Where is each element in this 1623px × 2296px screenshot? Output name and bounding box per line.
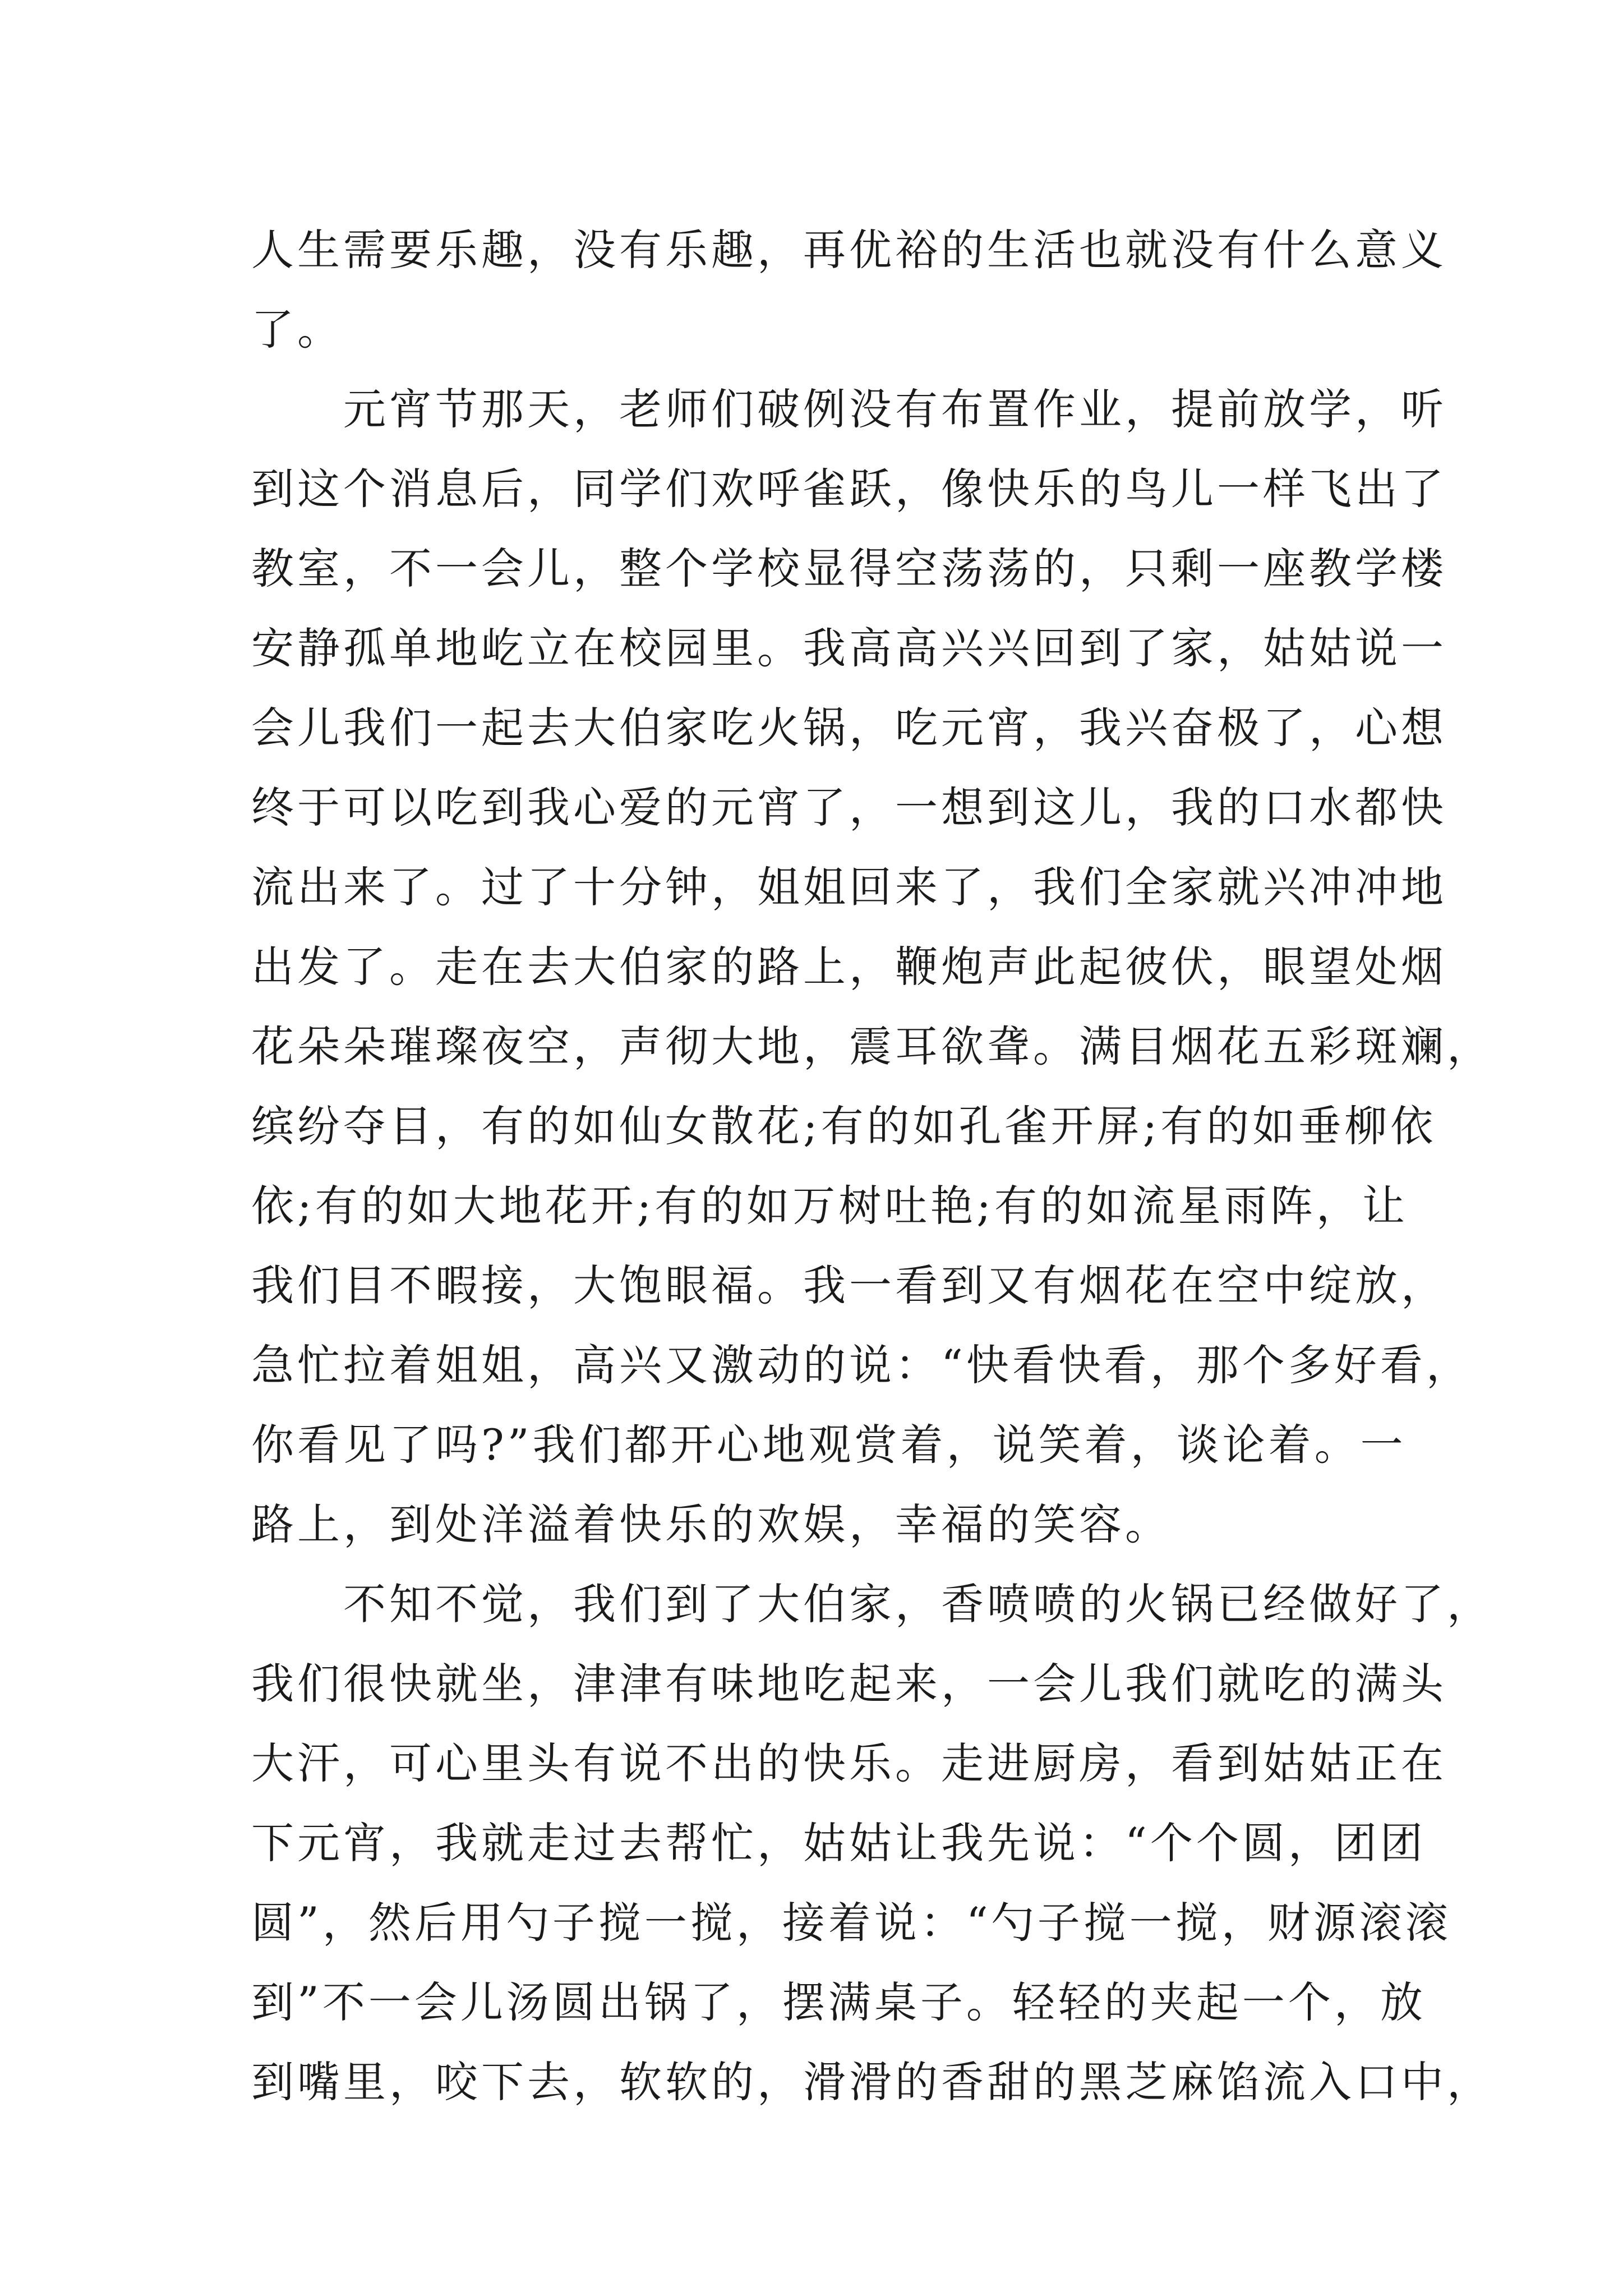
text-line: 人生需要乐趣，没有乐趣，再优裕的生活也就没有什么意义: [251, 225, 1447, 275]
text-line: 到嘴里，咬下去，软软的，滑滑的香甜的黑芝麻馅流入口中，: [251, 2057, 1493, 2107]
text-line: 急忙拉着姐姐，高兴又激动的说：“快看快看，那个多好看，: [251, 1340, 1472, 1390]
text-line: 安静孤单地屹立在校园里。我高高兴兴回到了家，姑姑说一: [251, 623, 1447, 673]
text-line: 花朵朵璀璨夜空，声彻大地，震耳欲聋。满目烟花五彩斑斓，: [251, 1022, 1493, 1071]
text-line: 依;有的如大地花开;有的如万树吐艳;有的如流星雨阵，让: [251, 1181, 1408, 1231]
text-line: 到这个消息后，同学们欢呼雀跃，像快乐的鸟儿一样飞出了: [251, 464, 1447, 514]
text-line: 了。: [251, 305, 343, 355]
text-line: 我们目不暇接，大饱眼福。我一看到又有烟花在空中绽放，: [251, 1260, 1447, 1310]
text-line: 大汗，可心里头有说不出的快乐。走进厨房，看到姑姑正在: [251, 1738, 1447, 1788]
text-line: 流出来了。过了十分钟，姐姐回来了，我们全家就兴冲冲地: [251, 862, 1447, 912]
text-line: 圆”，然后用勺子搅一搅，接着说：“勺子搅一搅，财源滚滚: [251, 1898, 1451, 1948]
text-line: 元宵节那天，老师们破例没有布置作业，提前放学，听: [343, 384, 1447, 434]
text-line: 下元宵，我就走过去帮忙，姑姑让我先说：“个个圆，团团: [251, 1818, 1426, 1868]
text-line: 缤纷夺目，有的如仙女散花;有的如孔雀开屏;有的如垂柳依: [251, 1101, 1437, 1151]
text-line: 终于可以吃到我心爱的元宵了，一想到这儿，我的口水都快: [251, 783, 1447, 832]
text-line: 出发了。走在去大伯家的路上，鞭炮声此起彼伏，眼望处烟: [251, 942, 1447, 992]
text-line: 到”不一会儿汤圆出锅了，摆满桌子。轻轻的夹起一个，放: [251, 1977, 1426, 2027]
text-line: 我们很快就坐，津津有味地吃起来，一会儿我们就吃的满头: [251, 1659, 1447, 1709]
text-line: 会儿我们一起去大伯家吃火锅，吃元宵，我兴奋极了，心想: [251, 703, 1447, 753]
text-line: 路上，到处洋溢着快乐的欢娱，幸福的笑容。: [251, 1499, 1171, 1549]
text-line: 不知不觉，我们到了大伯家，香喷喷的火锅已经做好了，: [343, 1579, 1493, 1629]
text-line: 教室，不一会儿，整个学校显得空荡荡的，只剩一座教学楼: [251, 544, 1447, 593]
body-text: [251, 210, 1493, 2122]
text-line: 你看见了吗?”我们都开心地观赏着，说笑着，谈论着。一: [251, 1420, 1407, 1470]
